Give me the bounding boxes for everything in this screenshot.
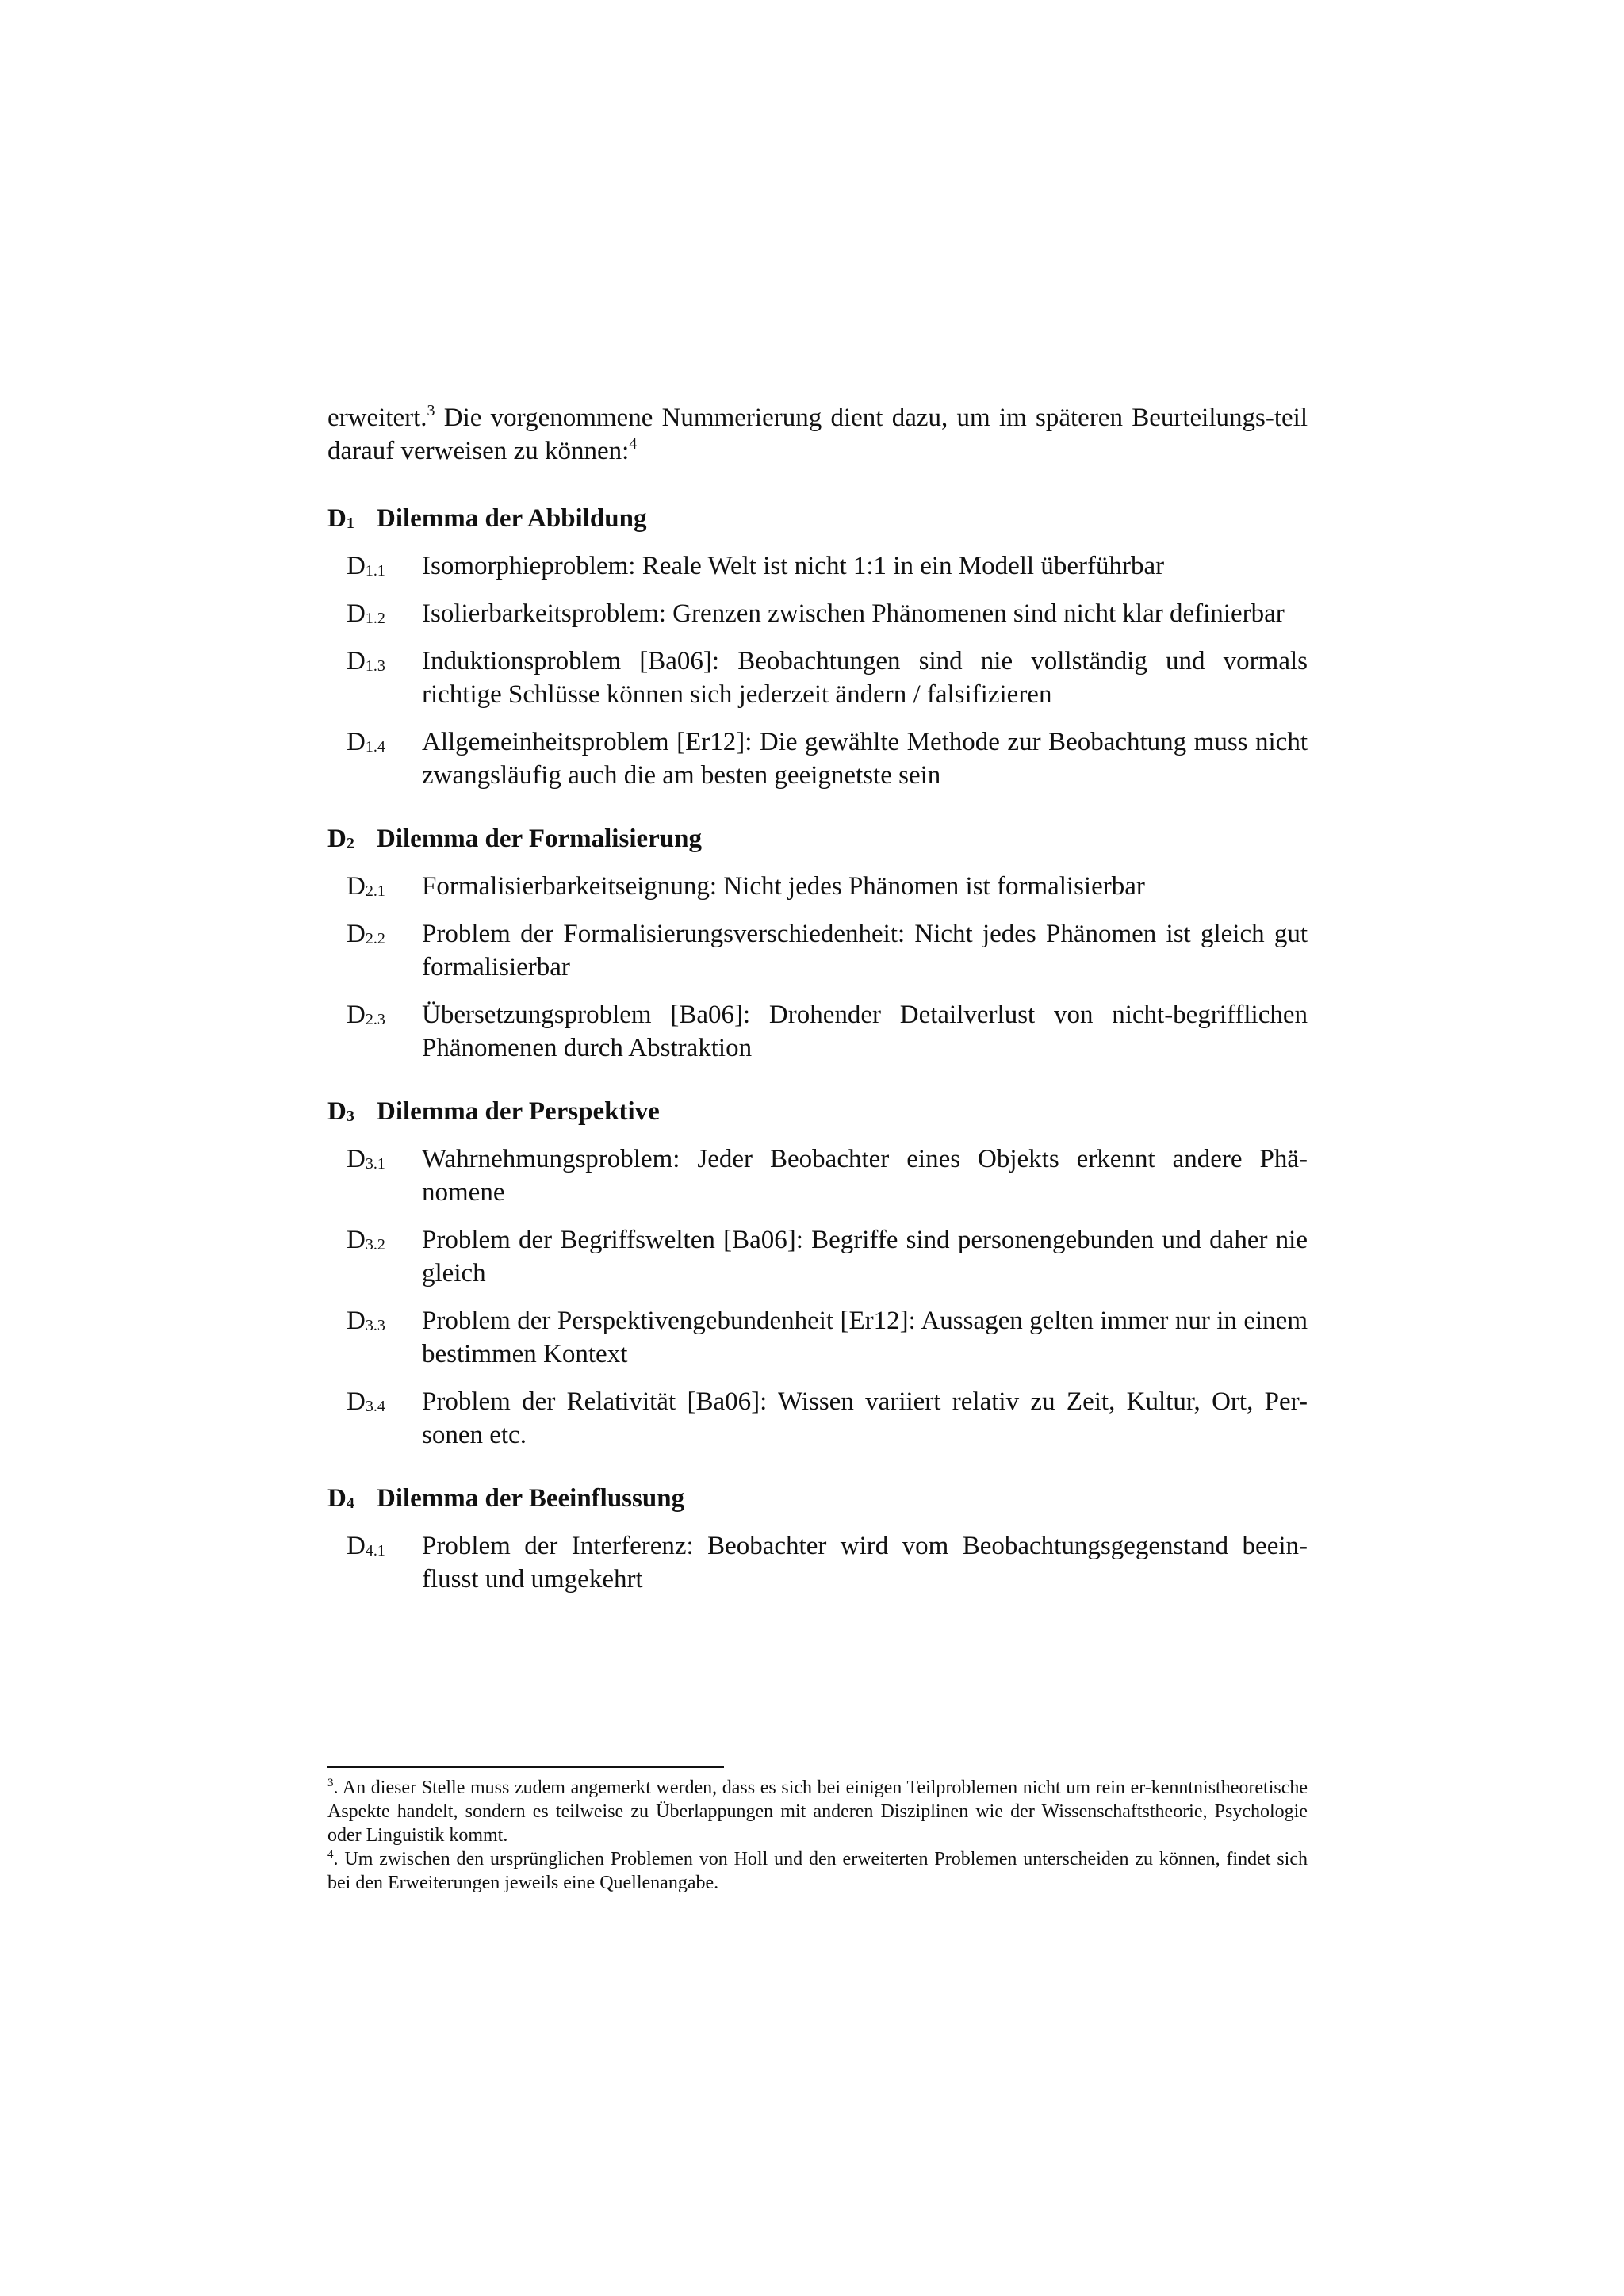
problem-code <box>327 1142 422 1176</box>
problem-item <box>327 1223 1308 1290</box>
problem-code <box>327 1385 422 1418</box>
body-content <box>327 401 1308 1596</box>
problem-text: Problem der Interferenz: Beobachter wird vom Beobachtungsgegenstand beein-flusst und umgekehrt <box>422 1532 1308 1594</box>
problem-code <box>327 597 422 630</box>
footnote-mark: 4 <box>327 1848 334 1861</box>
problem-code-index: 3.2 <box>365 1236 385 1253</box>
problem-text: Induktionsproblem [Ba06]: Beobachtungen sind nie vollständig und vormals richtige Schlüsse können sich jederzeit ändern / falsifizieren <box>422 647 1308 709</box>
footnote-text: . An dieser Stelle muss zudem angemerkt werden, dass es sich bei einigen Teilproblemen nicht um rein er-kenntnistheoretische Aspekte handelt, sondern es teilweise zu Überlappungen mit anderen Disziplinen wie der Wissenschaftstheorie, Psychologie oder Linguistik kommt. <box>327 1777 1308 1846</box>
problem-code-letter: D <box>347 1307 366 1335</box>
problem-item <box>327 1529 1308 1596</box>
problem-item <box>327 549 1308 583</box>
problem-item <box>327 998 1308 1065</box>
intro-word: erweitert. <box>327 404 427 432</box>
problem-item <box>327 870 1308 903</box>
section-code <box>327 502 377 535</box>
problem-code-letter: D <box>347 1001 366 1029</box>
section-title: Dilemma der Perspektive <box>377 1097 660 1126</box>
problem-code-index: 3.3 <box>365 1317 385 1334</box>
problem-code-index: 1.1 <box>365 562 385 580</box>
problem-text: Wahrnehmungsproblem: Jeder Beobachter eines Objekts erkennt andere Phä-nomene <box>422 1145 1308 1207</box>
problem-code <box>327 1304 422 1337</box>
problem-code <box>327 725 422 759</box>
problem-code-letter: D <box>347 920 366 948</box>
section-code-index: 3 <box>346 1108 354 1125</box>
problem-code <box>327 870 422 903</box>
problem-code-index: 3.1 <box>365 1155 385 1173</box>
intro-paragraph <box>327 401 1308 468</box>
footnote-ref: 4 <box>629 435 638 453</box>
problem-code-letter: D <box>347 1226 366 1254</box>
problem-text: Isomorphieproblem: Reale Welt ist nicht 1:1 in ein Modell überführbar <box>422 552 1165 580</box>
problem-text: Isolierbarkeitsproblem: Grenzen zwischen Phänomenen sind nicht klar definierbar <box>422 599 1285 628</box>
problem-text: Problem der Relativität [Ba06]: Wissen variiert relativ zu Zeit, Kultur, Ort, Per-sonen etc. <box>422 1387 1308 1449</box>
problem-item <box>327 917 1308 984</box>
section-code <box>327 1095 377 1128</box>
section-code-index: 1 <box>346 515 354 532</box>
problem-code-letter: D <box>347 1532 366 1560</box>
problem-code-letter: D <box>347 599 366 628</box>
footnote-mark: 3 <box>327 1777 334 1789</box>
footnote <box>327 1847 1308 1895</box>
problem-code-index: 2.2 <box>365 930 385 947</box>
problem-code-index: 1.3 <box>365 657 385 675</box>
section-heading <box>327 1095 1308 1128</box>
section-code <box>327 822 377 855</box>
problem-code <box>327 645 422 678</box>
problem-code-index: 1.4 <box>365 738 385 756</box>
section-code-index: 4 <box>346 1494 354 1512</box>
section-code-letter: D <box>327 1097 347 1126</box>
problem-code-index: 2.1 <box>365 882 385 900</box>
problem-code <box>327 1223 422 1257</box>
problem-item <box>327 597 1308 630</box>
problem-code-letter: D <box>347 647 366 675</box>
footnote-ref: 3 <box>427 402 435 419</box>
problem-code <box>327 998 422 1031</box>
section-title: Dilemma der Abbildung <box>377 504 647 533</box>
section-code-index: 2 <box>346 835 354 852</box>
dilemma-list <box>327 502 1308 1596</box>
section-code <box>327 1482 377 1515</box>
problem-text: Formalisierbarkeitseignung: Nicht jedes Phänomen ist formalisierbar <box>422 872 1145 901</box>
footnote <box>327 1776 1308 1847</box>
problem-code <box>327 917 422 951</box>
section-code-letter: D <box>327 825 347 853</box>
problem-item <box>327 725 1308 792</box>
section-code-letter: D <box>327 1484 347 1513</box>
problem-code-index: 4.1 <box>365 1542 385 1559</box>
problem-text: Übersetzungsproblem [Ba06]: Drohender Detailverlust von nicht-begrifflichen Phänomenen durch Abstraktion <box>422 1001 1308 1062</box>
problem-item <box>327 1385 1308 1452</box>
problem-text: Problem der Perspektivengebundenheit [Er12]: Aussagen gelten immer nur in einem bestimmen Kontext <box>422 1307 1308 1368</box>
problem-text: Allgemeinheitsproblem [Er12]: Die gewählte Methode zur Beobachtung muss nicht zwangsläufig auch die am besten geeignetste sein <box>422 728 1308 790</box>
section-code-letter: D <box>327 504 347 533</box>
section-heading <box>327 502 1308 535</box>
footnote-text: . Um zwischen den ursprünglichen Problemen von Holl und den erweiterten Problemen unterscheiden zu können, findet sich bei den Erweiterungen jeweils eine Quellenangabe. <box>327 1849 1308 1893</box>
problem-code-letter: D <box>347 552 366 580</box>
problem-code-index: 3.4 <box>365 1398 385 1415</box>
problem-code <box>327 1529 422 1563</box>
section-title: Dilemma der Formalisierung <box>377 825 702 853</box>
problem-item <box>327 1142 1308 1209</box>
problem-text: Problem der Begriffswelten [Ba06]: Begriffe sind personengebunden und daher nie gleich <box>422 1226 1308 1288</box>
problem-code-letter: D <box>347 1145 366 1173</box>
footnotes <box>327 1776 1308 1895</box>
problem-code-letter: D <box>347 1387 366 1416</box>
footnote-separator <box>327 1766 724 1768</box>
problem-code-letter: D <box>347 728 366 756</box>
problem-text: Problem der Formalisierungsverschiedenheit: Nicht jedes Phänomen ist gleich gut formalisierbar <box>422 920 1308 982</box>
problem-code-index: 1.2 <box>365 610 385 627</box>
problem-code-letter: D <box>347 872 366 901</box>
intro-text: Die vorgenommene Nummerierung dient dazu, um im späteren Beurteilungs-teil darauf verweisen zu können: <box>327 404 1308 465</box>
problem-code <box>327 549 422 583</box>
section-heading <box>327 822 1308 855</box>
problem-item <box>327 645 1308 711</box>
section-heading <box>327 1482 1308 1515</box>
problem-code-index: 2.3 <box>365 1011 385 1028</box>
section-title: Dilemma der Beeinflussung <box>377 1484 685 1513</box>
problem-item <box>327 1304 1308 1371</box>
